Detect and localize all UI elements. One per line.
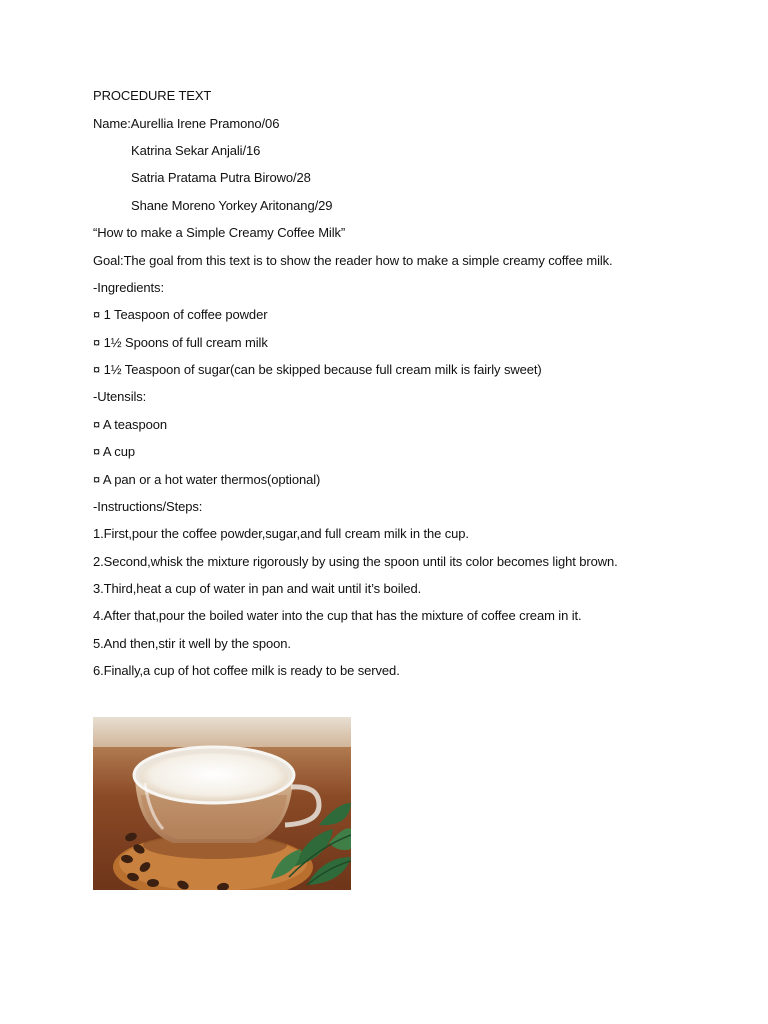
member-name: Shane Moreno Yorkey Aritonang/29 — [131, 198, 333, 213]
coffee-milk-photo — [93, 717, 351, 890]
utensil-item: ¤ A cup — [93, 444, 135, 459]
coffee-cup-illustration — [93, 717, 351, 890]
name-line: Name:Aurellia Irene Pramono/06 — [93, 116, 280, 131]
step-item: 6.Finally,a cup of hot coffee milk is ready to be served. — [93, 663, 400, 678]
step-item: 1.First,pour the coffee powder,sugar,and full cream milk in the cup. — [93, 526, 469, 541]
ingredient-item: ¤ 1 Teaspoon of coffee powder — [93, 307, 268, 322]
document-heading: PROCEDURE TEXT — [93, 88, 212, 103]
steps-heading: -Instructions/Steps: — [93, 499, 203, 514]
step-item: 2.Second,whisk the mixture rigorously by using the spoon until its color becomes light brown. — [93, 554, 618, 569]
document-title: “How to make a Simple Creamy Coffee Milk” — [93, 225, 346, 240]
ingredient-item: ¤ 1½ Spoons of full cream milk — [93, 335, 268, 350]
ingredient-item: ¤ 1½ Teaspoon of sugar(can be skipped because full cream milk is fairly sweet) — [93, 362, 542, 377]
utensil-item: ¤ A pan or a hot water thermos(optional) — [93, 472, 321, 487]
utensils-heading: -Utensils: — [93, 389, 147, 404]
step-item: 3.Third,heat a cup of water in pan and wait until it’s boiled. — [93, 581, 422, 596]
member-name: Satria Pratama Putra Birowo/28 — [131, 170, 311, 185]
member-name: Katrina Sekar Anjali/16 — [131, 143, 261, 158]
step-item: 5.And then,stir it well by the spoon. — [93, 636, 291, 651]
step-item: 4.After that,pour the boiled water into the cup that has the mixture of coffee cream in it. — [93, 608, 582, 623]
ingredients-heading: -Ingredients: — [93, 280, 164, 295]
utensil-item: ¤ A teaspoon — [93, 417, 167, 432]
goal-text: Goal:The goal from this text is to show the reader how to make a simple creamy coffee milk. — [93, 253, 613, 268]
